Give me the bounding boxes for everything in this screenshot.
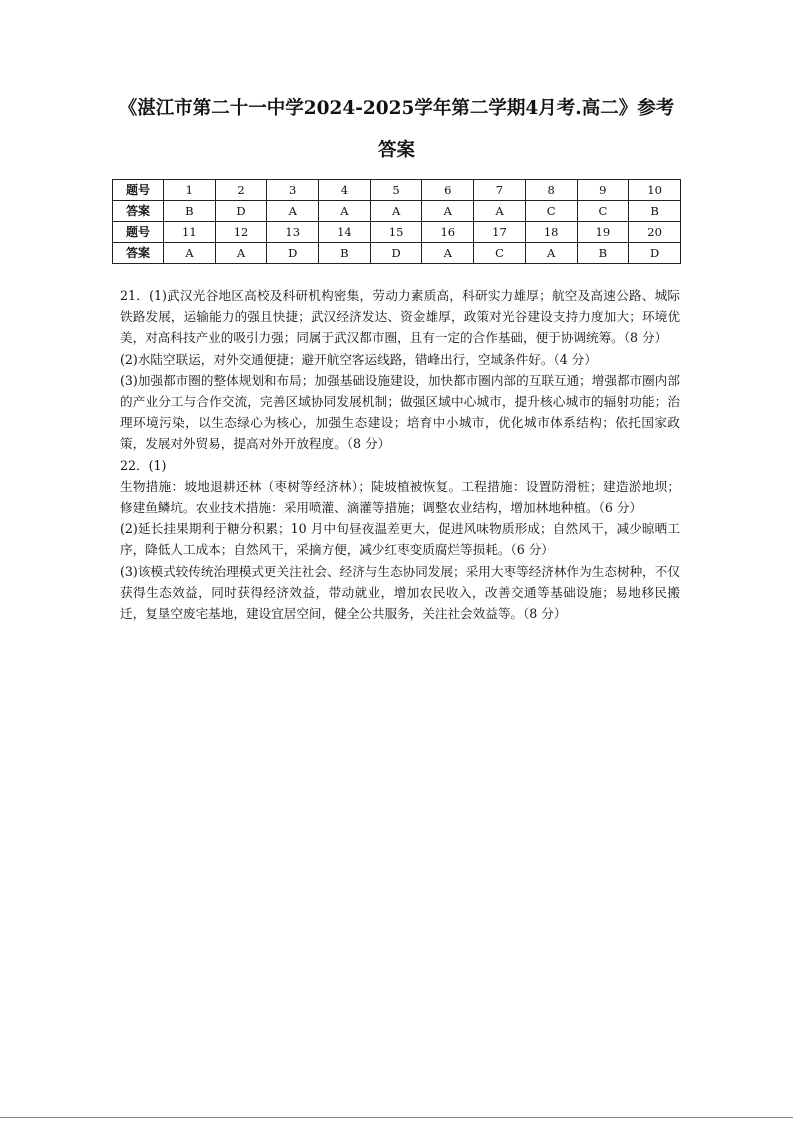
question-number-cell: 10 [629, 180, 681, 201]
question-number-cell: 15 [370, 222, 422, 243]
question-number-cell: 3 [267, 180, 319, 201]
answer-cell: C [474, 243, 526, 264]
answer-cell: D [370, 243, 422, 264]
answer-cell: A [370, 201, 422, 222]
answer-cell: A [319, 201, 371, 222]
answer-cell: A [422, 201, 474, 222]
q21-part1: 21．(1)武汉光谷地区高校及科研机构密集，劳动力素质高，科研实力雄厚；航空及高速公路、城际铁路发展，运输能力的强且快捷；武汉经济发达、资金雄厚，政策对光谷建设支持力度加大；环境优美，对高科技产业的吸引力强；同属于武汉都市圈，且有一定的合作基础，便于协调统筹。（8 分） [120, 288, 680, 346]
question-number-cell: 8 [525, 180, 577, 201]
question-number-cell: 1 [164, 180, 216, 201]
question-number-cell: 18 [525, 222, 577, 243]
question-number-row [113, 222, 681, 243]
question-number-cell: 6 [422, 180, 474, 201]
question-number-cell: 17 [474, 222, 526, 243]
question-number-header: 题号 [113, 222, 164, 243]
question-number-cell: 12 [215, 222, 267, 243]
answer-cell: B [164, 201, 216, 222]
answer-cell: B [319, 243, 371, 264]
answer-cell: D [215, 201, 267, 222]
answer-cell: C [577, 201, 629, 222]
question-number-cell: 11 [164, 222, 216, 243]
question-number-cell: 4 [319, 180, 371, 201]
document-title-line2: 答案 [377, 140, 415, 161]
answer-explanations [120, 285, 680, 624]
question-number-cell: 20 [629, 222, 681, 243]
q22-part3: (3)该模式较传统治理模式更关注社会、经济与生态协同发展；采用大枣等经济林作为生态树种，不仅获得生态效益，同时获得经济效益，带动就业，增加农民收入，改善交通等基础设施；易地移民搬迁，复垦空废宅基地，建设宜居空间，健全公共服务，关注社会效益等。（8 分） [120, 563, 680, 622]
question-number-cell: 14 [319, 222, 371, 243]
q22-part1: 生物措施：坡地退耕还林（枣树等经济林）；陡坡植被恢复。工程措施：设置防滑桩；建造淤地坝；修建鱼鳞坑。农业技术措施：采用喷灌、滴灌等措施；调整农业结构，增加林地种植。（6 分） [120, 478, 680, 516]
answer-row [113, 201, 681, 222]
q21-part2: (2)水陆空联运，对外交通便捷；避开航空客运线路，错峰出行，空域条件好。（4 分） [120, 351, 597, 367]
question-number-cell: 5 [370, 180, 422, 201]
question-number-cell: 19 [577, 222, 629, 243]
answer-cell: A [164, 243, 216, 264]
question-number-cell: 7 [474, 180, 526, 201]
answer-cell: A [215, 243, 267, 264]
answer-cell: B [577, 243, 629, 264]
q22-part2: (2)延长挂果期利于糖分积累；10 月中旬昼夜温差更大，促进风味物质形成；自然风干，减少晾晒工序，降低人工成本；自然风干，采摘方便，减少红枣变质腐烂等损耗。（6 分） [120, 521, 680, 558]
answer-cell: D [629, 243, 681, 264]
page-bottom-rule [0, 1117, 793, 1118]
answer-header: 答案 [113, 201, 164, 222]
answer-cell: A [422, 243, 474, 264]
question-number-cell: 13 [267, 222, 319, 243]
question-number-row [113, 180, 681, 201]
answer-cell: A [525, 243, 577, 264]
answer-cell: A [474, 201, 526, 222]
q22-heading: 22．(1) [120, 457, 167, 473]
answer-cell: B [629, 201, 681, 222]
question-number-header: 题号 [113, 180, 164, 201]
answer-cell: C [525, 201, 577, 222]
answer-key-table [112, 179, 681, 264]
answer-header: 答案 [113, 243, 164, 264]
answer-cell: A [267, 201, 319, 222]
question-number-cell: 16 [422, 222, 474, 243]
document-title: 《湛江市第二十一中学2024-2025学年第二学期4月考.高二》参考 [118, 98, 675, 119]
answer-cell: D [267, 243, 319, 264]
answer-row [113, 243, 681, 264]
question-number-cell: 9 [577, 180, 629, 201]
question-number-cell: 2 [215, 180, 267, 201]
q21-part3: (3)加强都市圈的整体规划和布局；加强基础设施建设，加快都市圈内部的互联互通；增强都市圈内部的产业分工与合作交流，完善区域协同发展机制；做强区域中心城市，提升核心城市的辐射功能；治理环境污染，以生态绿心为核心，加强生态建设；培育中小城市，优化城市体系结构；依托国家政策，发展对外贸易，提高对外开放程度。（8 分） [120, 372, 680, 452]
